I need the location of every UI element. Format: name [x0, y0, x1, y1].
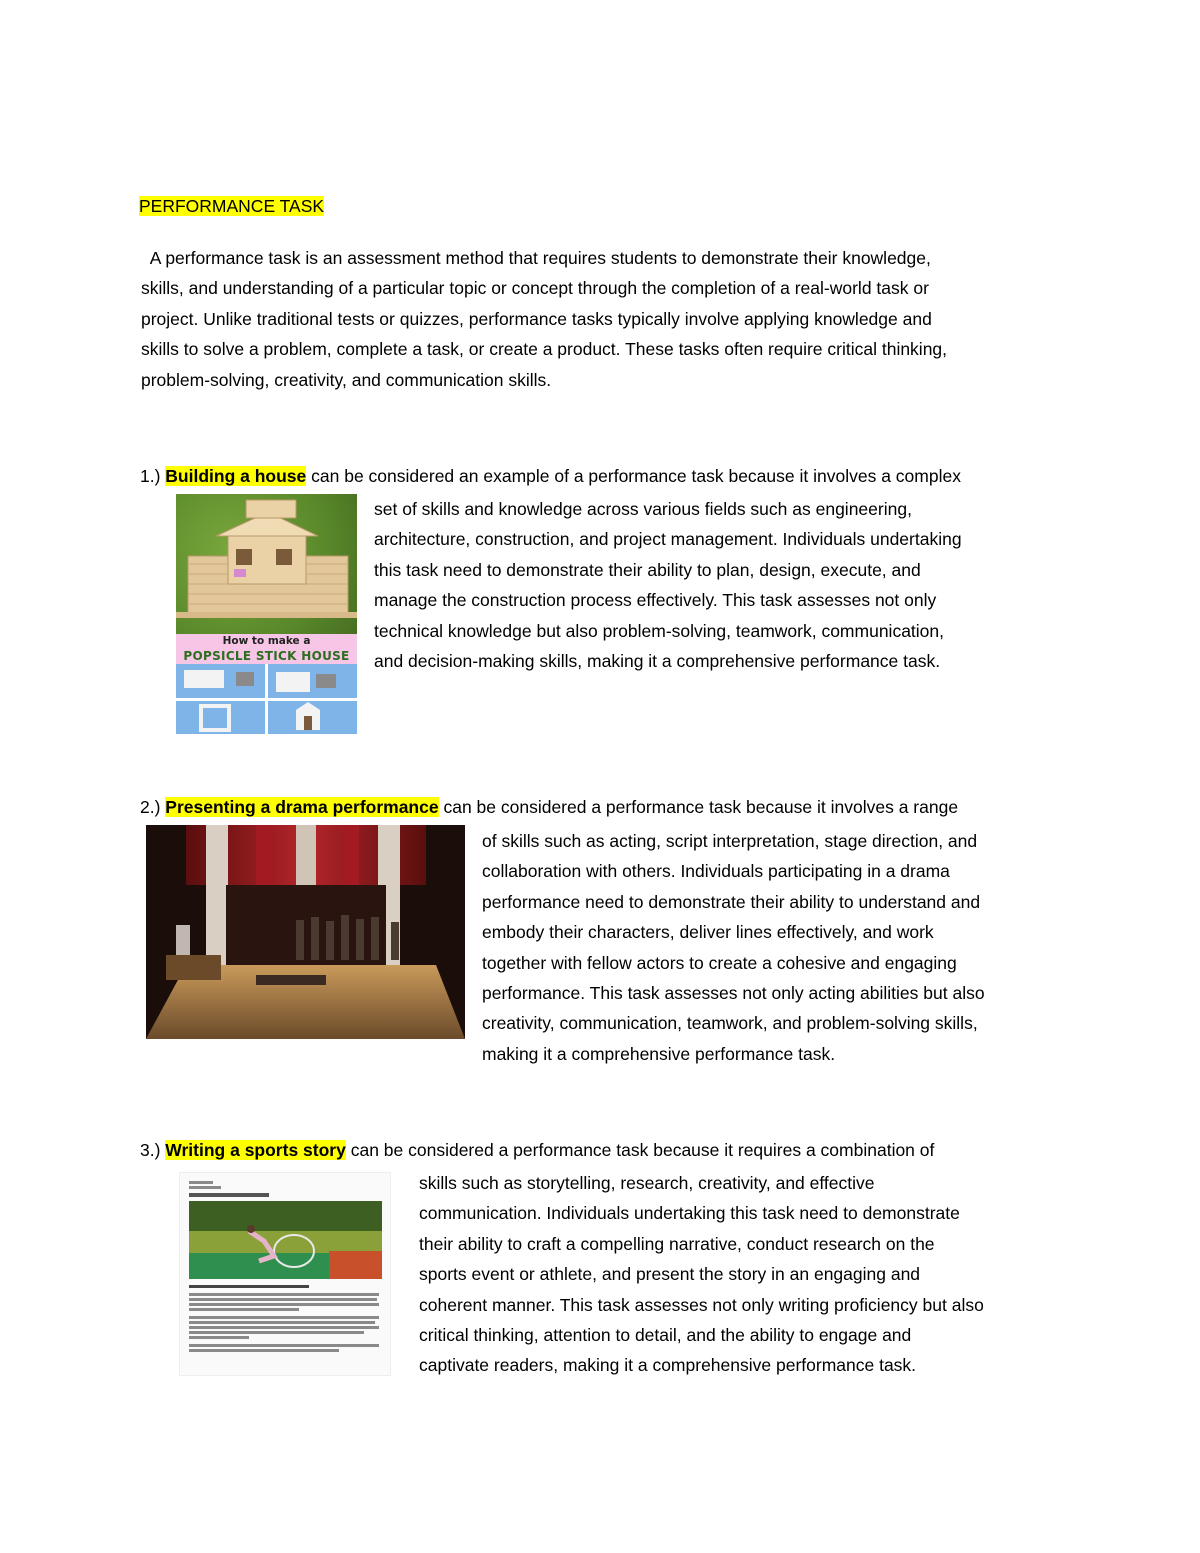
item-3-line: their ability to craft a compelling narrative, conduct research on the — [419, 1233, 935, 1254]
item-2-paragraph — [482, 826, 985, 1069]
item-1-line: architecture, construction, and project management. Individuals undertaking — [374, 529, 962, 550]
article-text-line — [189, 1293, 379, 1296]
item-3-line: captivate readers, making it a comprehensive performance task. — [419, 1355, 917, 1376]
item-3-keyword: Writing a sports story — [165, 1140, 346, 1160]
item-2-number: 2.) — [140, 797, 166, 817]
article-text-line — [189, 1349, 339, 1352]
item-1-line: set of skills and knowledge across various fields such as engineering, — [374, 499, 912, 519]
intro-line: skills, and understanding of a particular topic or concept through the completion of a real-world task or — [141, 278, 929, 299]
gymnast-photo — [189, 1201, 382, 1279]
intro-line: problem-solving, creativity, and communication skills. — [141, 369, 552, 390]
item-3-line: communication. Individuals undertaking this task need to demonstrate — [419, 1203, 960, 1224]
item-1-keyword: Building a house — [165, 466, 307, 486]
item-3-line: coherent manner. This task assesses not only writing proficiency but also — [419, 1294, 984, 1315]
item-1-line: and decision-making skills, making it a comprehensive performance task. — [374, 651, 941, 672]
drama-stage-illustration — [146, 825, 465, 1039]
drama-performance-image — [146, 825, 465, 1039]
article-headline — [189, 1193, 269, 1197]
item-3-rest: can be considered a performance task because it requires a combination of — [345, 1140, 935, 1160]
item-1-paragraph — [374, 494, 962, 676]
item-2-line: creativity, communication, teamwork, and problem-solving skills, — [482, 1013, 978, 1034]
sports-story-image — [179, 1172, 391, 1376]
intro-line: A performance task is an assessment method that requires students to demonstrate their knowledge, — [141, 248, 931, 268]
item-1-number: 1.) — [140, 466, 166, 486]
banner-line-2: POPSICLE STICK HOUSE — [183, 649, 350, 663]
item-2-line: making it a comprehensive performance task. — [482, 1043, 836, 1064]
item-2-line: performance. This task assesses not only acting abilities but also — [482, 983, 985, 1004]
article-text-line — [189, 1344, 379, 1347]
item-3-paragraph — [419, 1168, 984, 1381]
item-1-line: manage the construction process effectively. This task assesses not only — [374, 590, 937, 611]
intro-line: project. Unlike traditional tests or quizzes, performance tasks typically involve applying knowledge and — [141, 308, 932, 329]
step-illustrations — [176, 664, 357, 734]
item-1-heading — [140, 464, 961, 488]
article-text-line — [189, 1326, 379, 1329]
popsicle-house-illustration — [176, 494, 357, 634]
article-text-line — [189, 1181, 213, 1184]
article-text-line — [189, 1316, 379, 1319]
article-text-line — [189, 1298, 377, 1301]
item-1-line: technical knowledge but also problem-solving, teamwork, communication, — [374, 620, 944, 641]
item-2-line: of skills such as acting, script interpretation, stage direction, and — [482, 831, 978, 851]
item-2-line: together with fellow actors to create a cohesive and engaging — [482, 952, 957, 973]
item-3-number: 3.) — [140, 1140, 166, 1160]
item-3-line: critical thinking, attention to detail, and the ability to engage and — [419, 1325, 912, 1346]
item-1-rest: can be considered an example of a performance task because it involves a complex — [306, 466, 961, 486]
article-text-line — [189, 1303, 379, 1306]
popsicle-house-image — [176, 494, 357, 734]
step-photos — [176, 664, 357, 734]
gymnast-illustration — [189, 1201, 382, 1279]
item-2-keyword: Presenting a drama performance — [165, 797, 439, 817]
article-caption — [189, 1285, 309, 1288]
item-2-heading — [140, 795, 958, 819]
doc-title-text: PERFORMANCE TASK — [139, 196, 325, 216]
item-2-line: performance need to demonstrate their ability to understand and — [482, 891, 981, 912]
article-text-line — [189, 1186, 221, 1189]
house-photo — [176, 494, 357, 634]
article-text-line — [189, 1308, 299, 1311]
item-2-line: collaboration with others. Individuals participating in a drama — [482, 861, 950, 882]
item-1-line: this task need to demonstrate their ability to plan, design, execute, and — [374, 559, 921, 580]
item-2-line: embody their characters, deliver lines effectively, and work — [482, 922, 934, 943]
banner-line-1: How to make a — [222, 635, 311, 647]
item-3-heading — [140, 1138, 934, 1162]
item-2-rest: can be considered a performance task because it involves a range — [438, 797, 959, 817]
article-text-line — [189, 1336, 249, 1339]
intro-paragraph — [141, 243, 1066, 395]
doc-title — [139, 194, 324, 218]
item-3-line: skills such as storytelling, research, creativity, and effective — [419, 1173, 875, 1193]
article-text-line — [189, 1331, 364, 1334]
article-text-line — [189, 1321, 375, 1324]
intro-line: skills to solve a problem, complete a task, or create a product. These tasks often require critical thinking, — [141, 339, 948, 360]
item-3-line: sports event or athlete, and present the story in an engaging and — [419, 1264, 921, 1285]
